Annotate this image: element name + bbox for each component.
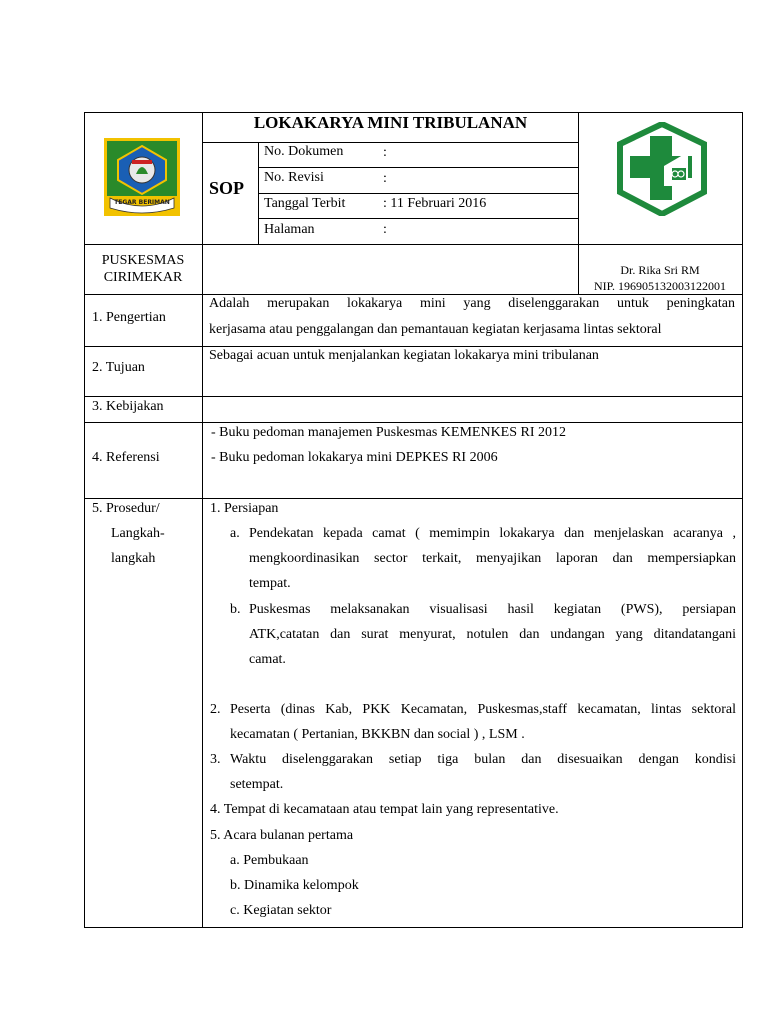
- sop-label: SOP: [209, 178, 245, 198]
- tujuan-text: Sebagai acuan untuk menjalankan kegiatan lokakarya mini tribulanan: [209, 348, 599, 363]
- prosedur-step-3-marker: 3.: [210, 752, 221, 767]
- section-label-tujuan: 2. Tujuan: [92, 360, 145, 375]
- step-2-line1: Peserta (dinas Kab, PKK Kecamatan, Puskesmas,staff kecamatan, lintas sektoral: [230, 702, 736, 717]
- referensi-item-1: - Buku pedoman manajemen Puskesmas KEMENKES RI 2012: [211, 425, 567, 440]
- regency-crest-logo: [104, 138, 180, 216]
- step-1b-line1: Puskesmas melaksanakan visualisasi hasil kegiatan (PWS), persiapan: [249, 602, 736, 617]
- section-label-prosedur-line2: Langkah-: [111, 526, 165, 541]
- row-line-1: [84, 294, 743, 295]
- prosedur-step-1b-line1: [249, 602, 736, 618]
- prosedur-step-1a-line1: [249, 526, 736, 542]
- field-value-no-revisi: :: [383, 171, 387, 186]
- prosedur-step-3-line2: setempat.: [230, 777, 284, 792]
- field-label-tanggal-terbit: Tanggal Terbit: [264, 196, 346, 211]
- section-label-pengertian: 1. Pengertian: [92, 310, 166, 325]
- pengertian-text-line1: [209, 296, 735, 312]
- referensi-item-2: - Buku pedoman lokakarya mini DEPKES RI 2006: [211, 450, 498, 465]
- prosedur-step-5a: a. Pembukaan: [230, 853, 309, 868]
- step-1a-line1: Pendekatan kepada camat ( memimpin lokakarya dan menjelaskan acaranya ,: [249, 526, 736, 541]
- field-label-no-dokumen: No. Dokumen: [264, 144, 344, 159]
- org-name-line1: PUSKESMAS: [101, 253, 185, 268]
- prosedur-step-1: 1. Persiapan: [210, 501, 279, 516]
- field-value-tanggal-terbit: : 11 Februari 2016: [383, 196, 487, 211]
- prosedur-step-1b-marker: b.: [230, 602, 241, 617]
- signer-name: Dr. Rika Sri RM: [620, 263, 700, 277]
- row-line-2: [84, 346, 743, 347]
- table-border-right: [742, 112, 743, 928]
- col-divider-left: [202, 112, 203, 928]
- step-3-line1: Waktu diselenggarakan setiap tiga bulan dan disesuaikan dengan kondisi: [230, 752, 736, 767]
- puskesmas-logo: [614, 122, 710, 221]
- crest-motto: TEGAR BERIMAN: [114, 199, 170, 206]
- title-underline: [202, 142, 579, 143]
- field-line-3: [258, 218, 579, 219]
- document-title: LOKAKARYA MINI TRIBULANAN: [253, 113, 528, 132]
- prosedur-step-5b: b. Dinamika kelompok: [230, 878, 359, 893]
- prosedur-step-4: 4. Tempat di kecamataan atau tempat lain yang representative.: [210, 802, 559, 817]
- field-label-halaman: Halaman: [264, 222, 315, 237]
- field-value-no-dokumen: :: [383, 145, 387, 160]
- prosedur-step-2-line2: kecamatan ( Pertanian, BKKBN dan social ) , LSM .: [230, 727, 525, 742]
- step-1a-line2: mengkoordinasikan sector terkait, menyajikan laporan dan mempersiapkan: [249, 551, 736, 566]
- pengertian-line1: Adalah merupakan lokakarya mini yang diselenggarakan untuk peningkatan: [209, 296, 735, 311]
- prosedur-step-1b-line2: [249, 627, 736, 643]
- row-line-4: [84, 422, 743, 423]
- field-value-halaman: :: [383, 222, 387, 237]
- prosedur-step-2-marker: 2.: [210, 702, 221, 717]
- prosedur-step-1a-line2: [249, 551, 736, 567]
- prosedur-step-1a-line3: tempat.: [249, 576, 291, 591]
- signer-nip: NIP. 196905132003122001: [593, 279, 726, 293]
- section-label-referensi: 4. Referensi: [92, 450, 160, 465]
- prosedur-step-5c: c. Kegiatan sektor: [230, 903, 332, 918]
- section-label-prosedur-line3: langkah: [111, 551, 156, 566]
- table-border-left: [84, 112, 85, 928]
- org-name-line2: CIRIMEKAR: [103, 270, 183, 285]
- row-line-5: [84, 498, 743, 499]
- row-line-3: [84, 396, 743, 397]
- section-label-prosedur-line1: 5. Prosedur/: [92, 501, 160, 516]
- field-line-1: [258, 167, 579, 168]
- step-1b-line2: ATK,catatan dan surat menyurat, notulen dan undangan yang ditandatangani: [249, 627, 736, 642]
- field-label-no-revisi: No. Revisi: [264, 170, 324, 185]
- prosedur-step-1b-line3: camat.: [249, 652, 286, 667]
- header-row-line: [84, 244, 743, 245]
- section-label-kebijakan: 3. Kebijakan: [92, 399, 164, 414]
- prosedur-step-5: 5. Acara bulanan pertama: [210, 828, 354, 843]
- pengertian-text-line2: kerjasama atau penggalangan dan pemantauan kegiatan kerjasama lintas sektoral: [209, 322, 662, 337]
- table-border-bottom: [84, 927, 743, 928]
- prosedur-step-3-line1: [230, 752, 736, 768]
- prosedur-step-2-line1: [230, 702, 736, 718]
- field-line-2: [258, 193, 579, 194]
- prosedur-step-1a-marker: a.: [230, 526, 240, 541]
